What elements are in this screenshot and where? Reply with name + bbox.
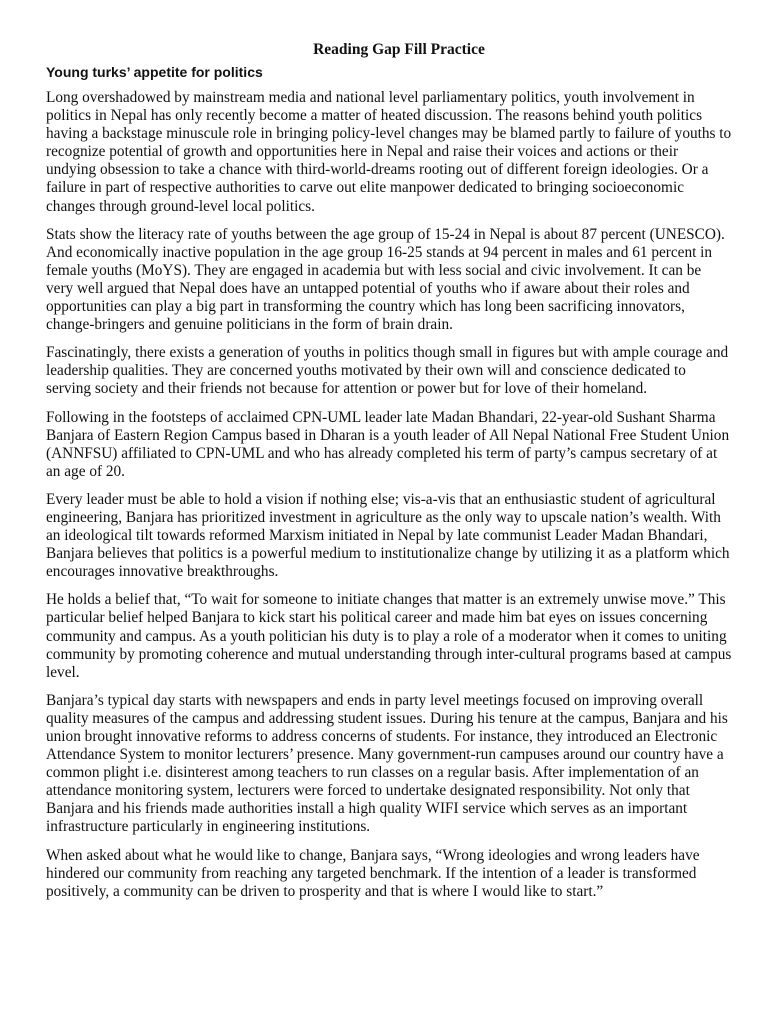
paragraph-6: He holds a belief that, “To wait for someone to initiate changes that matter is an extremely unwise move.” This particular belief helped Banjara to kick start his political career and made him bat eyes on issues concerning community and campus. As a youth politician his duty is to play a role of a moderator when it comes to uniting community by promoting coherence and mutual understanding through inter-cultural programs based at campus level. (46, 591, 732, 681)
paragraph-2: Stats show the literacy rate of youths between the age group of 15-24 in Nepal is about 87 percent (UNESCO). And economically inactive population in the age group 16-25 stands at 94 percent in males and 61 percent in female youths (MoYS). They are engaged in academia but with less social and civic involvement. It can be very well argued that Nepal does have an untapped potential of youths who if aware about their roles and opportunities can play a big part in transforming the country which has long been sacrificing innovators, change-bringers and genuine politicians in the form of brain drain. (46, 225, 725, 334)
document-page (46, 40, 732, 911)
document-title: Reading Gap Fill Practice (313, 41, 485, 58)
article-headline: Young turks’ appetite for politics (46, 64, 263, 80)
paragraph-7: Banjara’s typical day starts with newspapers and ends in party level meetings focused on improving overall quality measures of the campus and addressing student issues. During his tenure at the campus, Banjara and his union brought innovative reforms to address concerns of students. For instance, they introduced an Electronic Attendance System to monitor lecturers’ presence. Many government-run campuses around our country have a common plight i.e. disinterest among teachers to run classes on a regular basis. After implementation of an attendance monitoring system, lecturers were forced to undertake designated responsibility. Not only that Banjara and his friends made authorities install a high quality WIFI service which serves as an important infrastructure particularly in engineering institutions. (46, 691, 728, 836)
paragraph-3: Fascinatingly, there exists a generation of youths in politics though small in figures but with ample courage and leadership qualities. They are concerned youths motivated by their own will and conscience dedicated to serving society and their friends not because for attention or power but for love of their homeland. (46, 344, 729, 398)
paragraph-5: Every leader must be able to hold a vision if nothing else; vis-a-vis that an enthusiastic student of agricultural engineering, Banjara has prioritized investment in agriculture as the only way to upscale nation’s wealth. With an ideological tilt towards reformed Marxism initiated in Nepal by late communist Leader Madan Bhandari, Banjara believes that politics is a powerful medium to institutionalize change by utilizing it as a platform which encourages innovative breakthroughs. (46, 490, 730, 581)
paragraph-8: When asked about what he would like to change, Banjara says, “Wrong ideologies and wrong leaders have hindered our community from reaching any targeted benchmark. If the intention of a leader is transformed positively, a community can be driven to prosperity and that is where I would like to start.” (46, 846, 700, 900)
paragraph-1: Long overshadowed by mainstream media and national level parliamentary politics, youth involvement in politics in Nepal has only recently become a matter of heated discussion. The reasons behind youth politics having a backstage minuscule role in bringing policy-level changes may be blamed partly to failure of youths to recognize potential of growth and opportunities here in Nepal and raise their voices and actions or their undying obsession to take a chance with third-world-dreams rooting out of different foreign ideologies. Or a failure in part of respective authorities to carve out elite manpower dedicated to bringing socioeconomic changes through ground-level local politics. (46, 89, 732, 215)
paragraph-4: Following in the footsteps of acclaimed CPN-UML leader late Madan Bhandari, 22-year-old Sushant Sharma Banjara of Eastern Region Campus based in Dharan is a youth leader of All Nepal National Free Student Union (ANNFSU) affiliated to CPN-UML and who has already completed his term of party’s campus secretary of at an age of 20. (46, 408, 730, 480)
